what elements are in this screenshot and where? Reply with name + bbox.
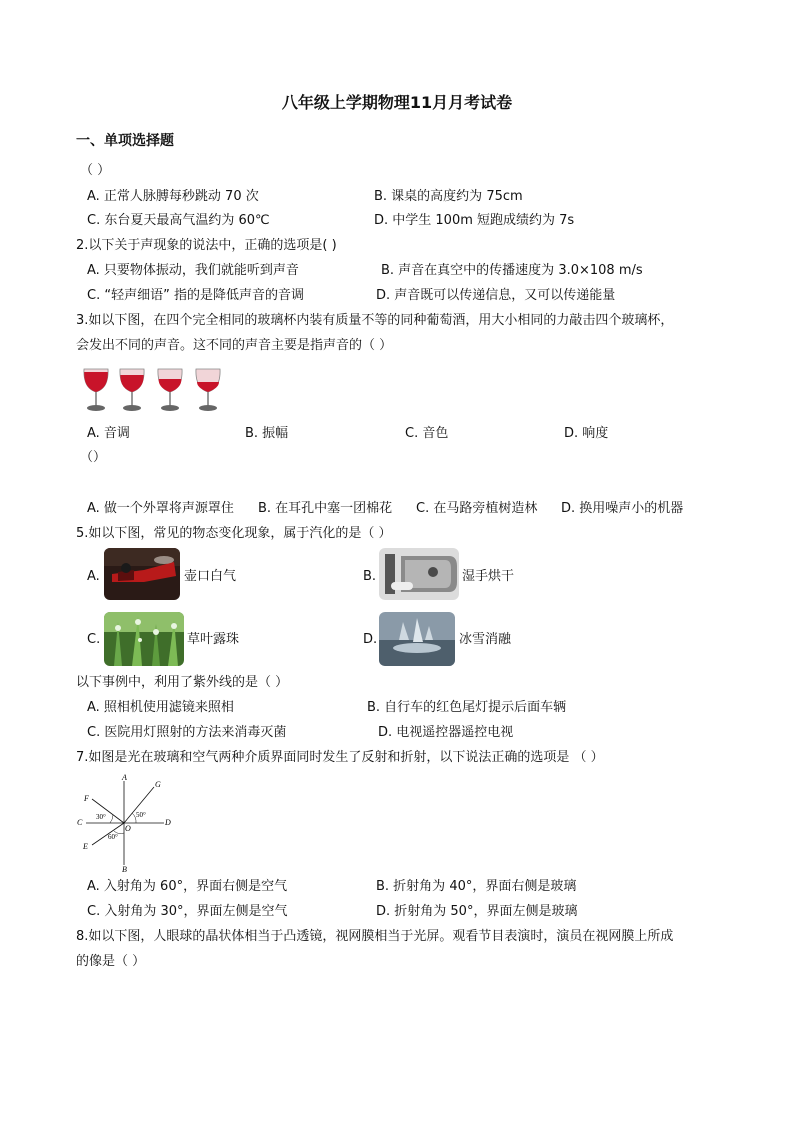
q7-option-d: D. 折射角为 50°，界面左侧是玻璃	[376, 904, 578, 919]
hand-dryer-image	[379, 548, 459, 600]
q8-stem-line2: 的像是（ ）	[76, 954, 146, 969]
q4-option-b: B. 在耳孔中塞一团棉花	[258, 501, 393, 516]
section-heading: 一、单项选择题	[76, 133, 174, 149]
q5-option-d-letter: D.	[363, 632, 378, 647]
q6-option-d: D. 电视遥控器遥控电视	[378, 725, 514, 740]
q6-option-c: C. 医院用灯照射的方法来消毒灭菌	[87, 725, 287, 740]
kettle-steam-image	[104, 548, 180, 600]
q1-option-d: D. 中学生 100m 短跑成绩约为 7s	[374, 213, 575, 228]
q7-option-b: B. 折射角为 40°，界面右侧是玻璃	[376, 879, 577, 894]
q3-option-a: A. 音调	[87, 426, 130, 441]
q4-option-c: C. 在马路旁植树造林	[416, 501, 538, 516]
q1-stem: （ ）	[80, 163, 111, 178]
q3-wine-glasses-figure	[80, 366, 225, 414]
wine-glass-1	[84, 369, 108, 411]
q3-option-d: D. 响度	[564, 426, 609, 441]
fig-label-c: C	[77, 818, 83, 827]
q1-option-a: A. 正常人脉膊每秒跳动 70 次	[87, 189, 259, 204]
q6-option-b: B. 自行车的红色尾灯提示后面车辆	[367, 700, 567, 715]
q6-stem: 以下事例中，利用了紫外线的是（ ）	[76, 675, 289, 690]
q7-option-a: A. 入射角为 60°，界面右侧是空气	[87, 879, 288, 894]
q2-stem: 2.以下关于声现象的说法中，正确的选项是( )	[76, 238, 337, 253]
q6-option-a: A. 照相机使用滤镜来照相	[87, 700, 234, 715]
wine-glass-2	[120, 369, 144, 411]
q4-option-d: D. 换用噪声小的机器	[561, 501, 684, 516]
q4-stem: （）	[80, 450, 107, 465]
fig-label-f: F	[84, 794, 89, 803]
q5-option-a-letter: A.	[87, 569, 100, 584]
q3-option-c: C. 音色	[405, 426, 449, 441]
q5-option-b-letter: B.	[363, 569, 377, 584]
fig-label-a: A	[122, 773, 127, 782]
q1-option-c: C. 东台夏天最高气温约为 60℃	[87, 213, 270, 228]
fig-label-d: D	[165, 818, 171, 827]
q5-option-d-label: 冰雪消融	[459, 632, 512, 647]
q2-option-b: B. 声音在真空中的传播速度为 3.0×108 m/s	[381, 263, 643, 278]
dew-grass-image	[104, 612, 184, 666]
fig-angle-2: 50°	[136, 811, 146, 819]
q3-option-b: B. 振幅	[245, 426, 289, 441]
q3-stem-line1: 3.如以下图，在四个完全相同的玻璃杯内装有质量不等的同种葡萄酒，用大小相同的力敲击四个玻璃杯，	[76, 313, 674, 328]
fig-label-g: G	[155, 780, 161, 789]
wine-glass-4	[196, 369, 220, 411]
wine-glass-3	[158, 369, 182, 411]
page-title: 八年级上学期物理11月月考试卷	[281, 93, 513, 112]
q8-stem-line1: 8.如以下图，人眼球的晶状体相当于凸透镜，视网膜相当于光屏。观看节目表演时，演员在视网膜上所成	[76, 929, 674, 944]
q7-light-refraction-figure	[76, 773, 176, 873]
q2-option-d: D. 声音既可以传递信息，又可以传递能量	[376, 288, 616, 303]
fig-label-e: E	[83, 842, 88, 851]
q4-option-a: A. 做一个外罩将声源罩住	[87, 501, 234, 516]
q2-option-a: A. 只要物体振动，我们就能听到声音	[87, 263, 299, 278]
fig-angle-1: 30°	[96, 813, 106, 821]
q5-option-a-label: 壶口白气	[184, 569, 237, 584]
q7-stem: 7.如图是光在玻璃和空气两种介质界面同时发生了反射和折射，以下说法正确的选项是 （ ）	[76, 750, 604, 765]
q1-option-b: B. 课桌的高度约为 75cm	[374, 189, 523, 204]
melting-ice-image	[379, 612, 455, 666]
q5-stem: 5.如以下图，常见的物态变化现象，属于汽化的是（ ）	[76, 526, 392, 541]
q5-option-c-label: 草叶露珠	[187, 632, 240, 647]
q3-stem-line2: 会发出不同的声音。这不同的声音主要是指声音的（ ）	[76, 338, 393, 353]
fig-label-o: O	[125, 824, 131, 833]
q2-option-c: C. “轻声细语” 指的是降低声音的音调	[87, 288, 304, 303]
fig-angle-3: 60°	[108, 833, 118, 841]
q7-option-c: C. 入射角为 30°，界面左侧是空气	[87, 904, 288, 919]
fig-label-b: B	[122, 865, 127, 873]
q5-option-c-letter: C.	[87, 632, 101, 647]
q5-option-b-label: 湿手烘干	[462, 569, 515, 584]
